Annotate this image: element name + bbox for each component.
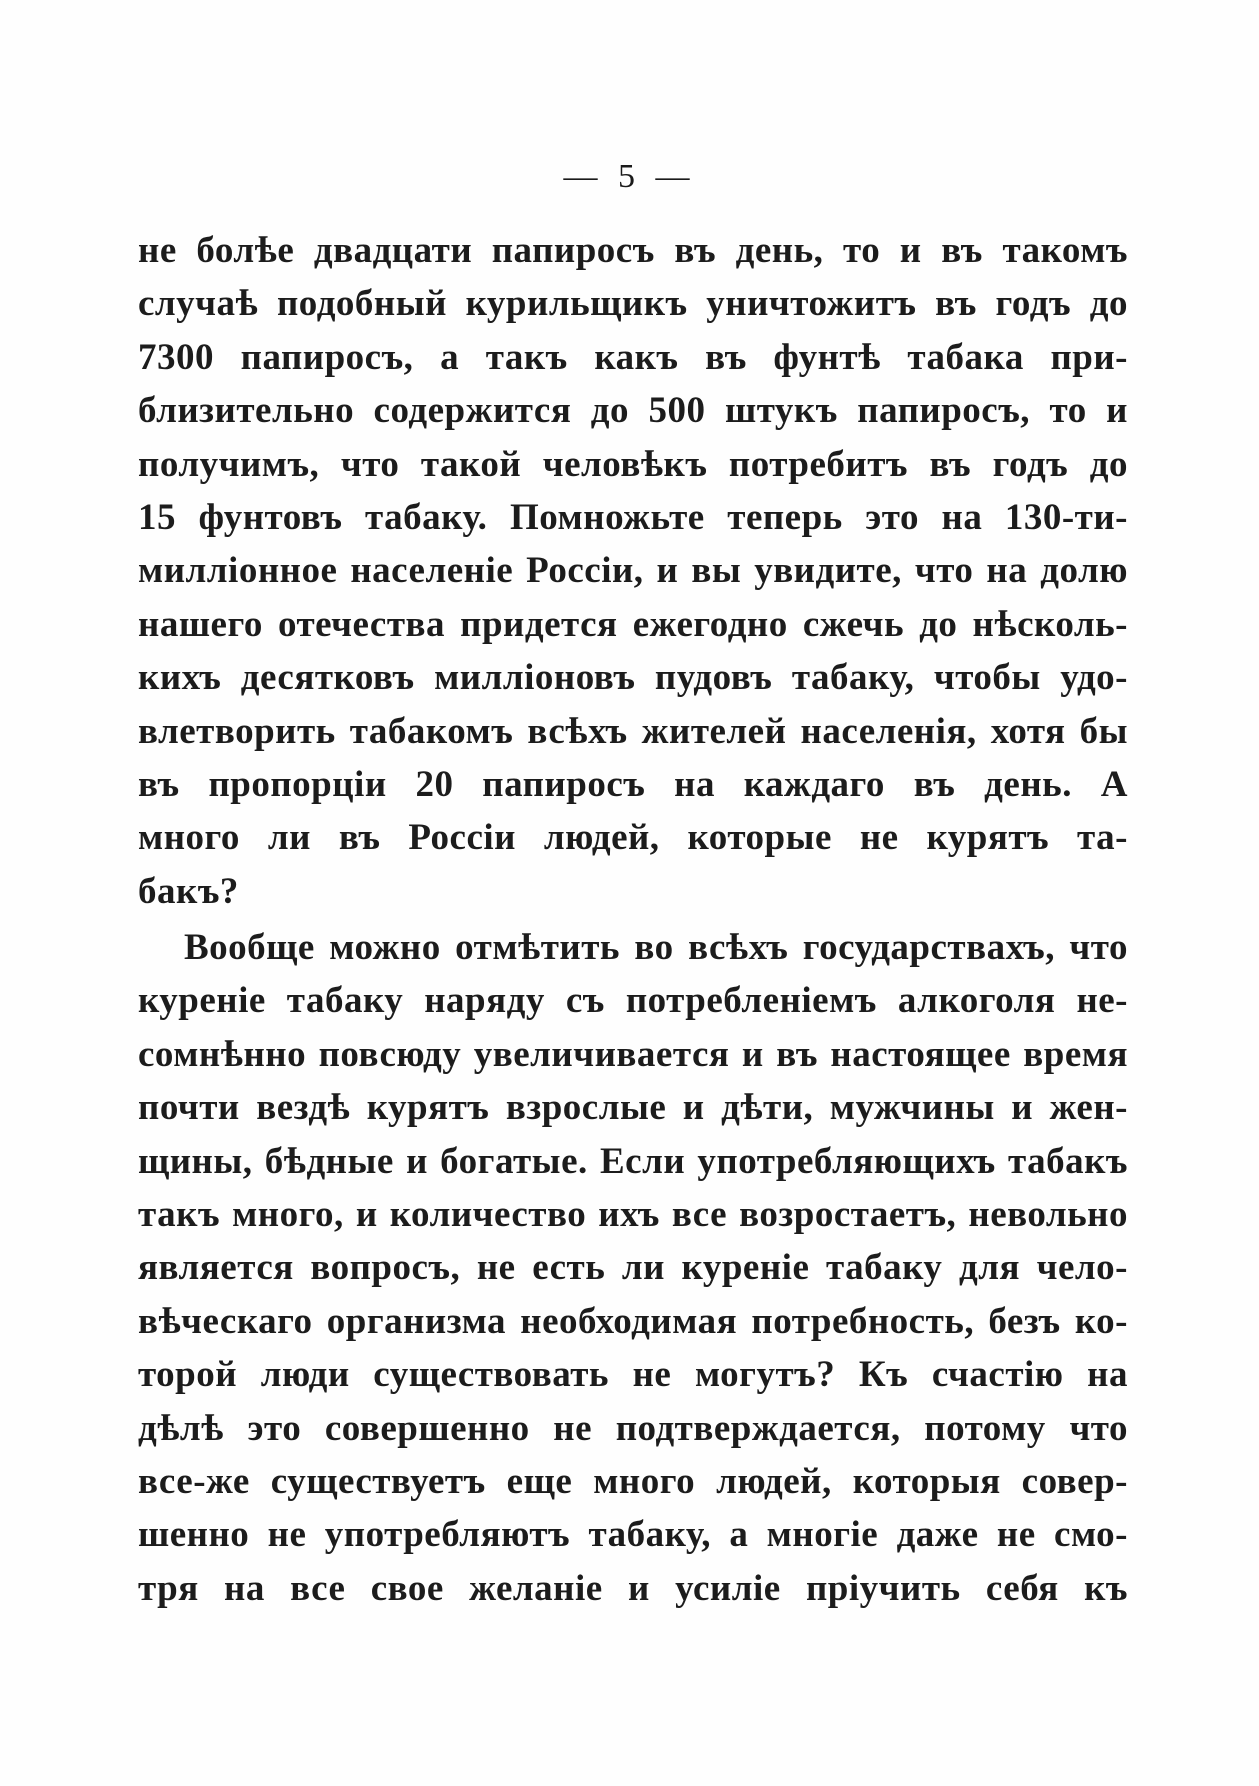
text-line: все-же существуетъ еще много людей, которыя совер-	[138, 1460, 1128, 1502]
text-line: куреніе табаку наряду съ потребленіемъ алкоголя не-	[138, 980, 1128, 1022]
text-line: нашего отечества придется ежегодно сжечь до нѣсколь-	[138, 603, 1128, 645]
text-line: шенно не употребляютъ табаку, а многіе даже не смо-	[138, 1514, 1128, 1556]
text-line: не болѣе двадцати папиросъ въ день, то и въ такомъ	[138, 230, 1128, 271]
page-number: — 5 —	[563, 158, 696, 195]
text-line: милліонное населеніе Россіи, и вы увидите, что на долю	[138, 550, 1128, 592]
text-line: случаѣ подобный курильщикъ уничтожитъ въ годъ до	[138, 283, 1128, 325]
body-text	[138, 224, 1128, 1615]
paragraph-1	[138, 224, 1128, 918]
text-line: 7300 папиросъ, а такъ какъ въ фунтѣ табака при-	[138, 336, 1128, 378]
text-line: кихъ десятковъ милліоновъ пудовъ табаку, чтобы удо-	[138, 657, 1128, 699]
text-line: 15 фунтовъ табаку. Помножьте теперь это на 130-ти-	[138, 496, 1128, 538]
text-line: дѣлѣ это совершенно не подтверждается, потому что	[138, 1407, 1128, 1449]
text-line: торой люди существовать не могутъ? Къ счастію на	[138, 1354, 1128, 1396]
text-line: почти вездѣ курятъ взрослые и дѣти, мужчины и жен-	[138, 1087, 1128, 1129]
text-line: является вопросъ, не есть ли куреніе табаку для чело-	[138, 1247, 1128, 1289]
text-line: щины, бѣдные и богатые. Если употребляющихъ табакъ	[138, 1140, 1128, 1182]
text-line: вѣческаго организма необходимая потребность, безъ ко-	[138, 1300, 1128, 1342]
text-line: бакъ?	[138, 870, 239, 912]
text-line: близительно содержится до 500 штукъ папиросъ, то и	[138, 390, 1128, 432]
text-line: тря на все свое желаніе и усиліе пріучить себя къ	[138, 1567, 1128, 1609]
text-line: получимъ, что такой человѣкъ потребитъ въ годъ до	[138, 443, 1128, 485]
text-line: такъ много, и количество ихъ все возростаетъ, невольно	[138, 1194, 1128, 1236]
text-line: Вообще можно отмѣтить во всѣхъ государствахъ, что	[184, 927, 1128, 969]
text-line: сомнѣнно повсюду увеличивается и въ настоящее время	[138, 1033, 1128, 1075]
text-line: много ли въ Россіи людей, которые не курятъ та-	[138, 817, 1128, 859]
text-line: влетворить табакомъ всѣхъ жителей населенія, хотя бы	[138, 710, 1128, 752]
text-line: въ пропорціи 20 папиросъ на каждаго въ день. А	[138, 763, 1128, 805]
paragraph-2	[138, 921, 1128, 1615]
